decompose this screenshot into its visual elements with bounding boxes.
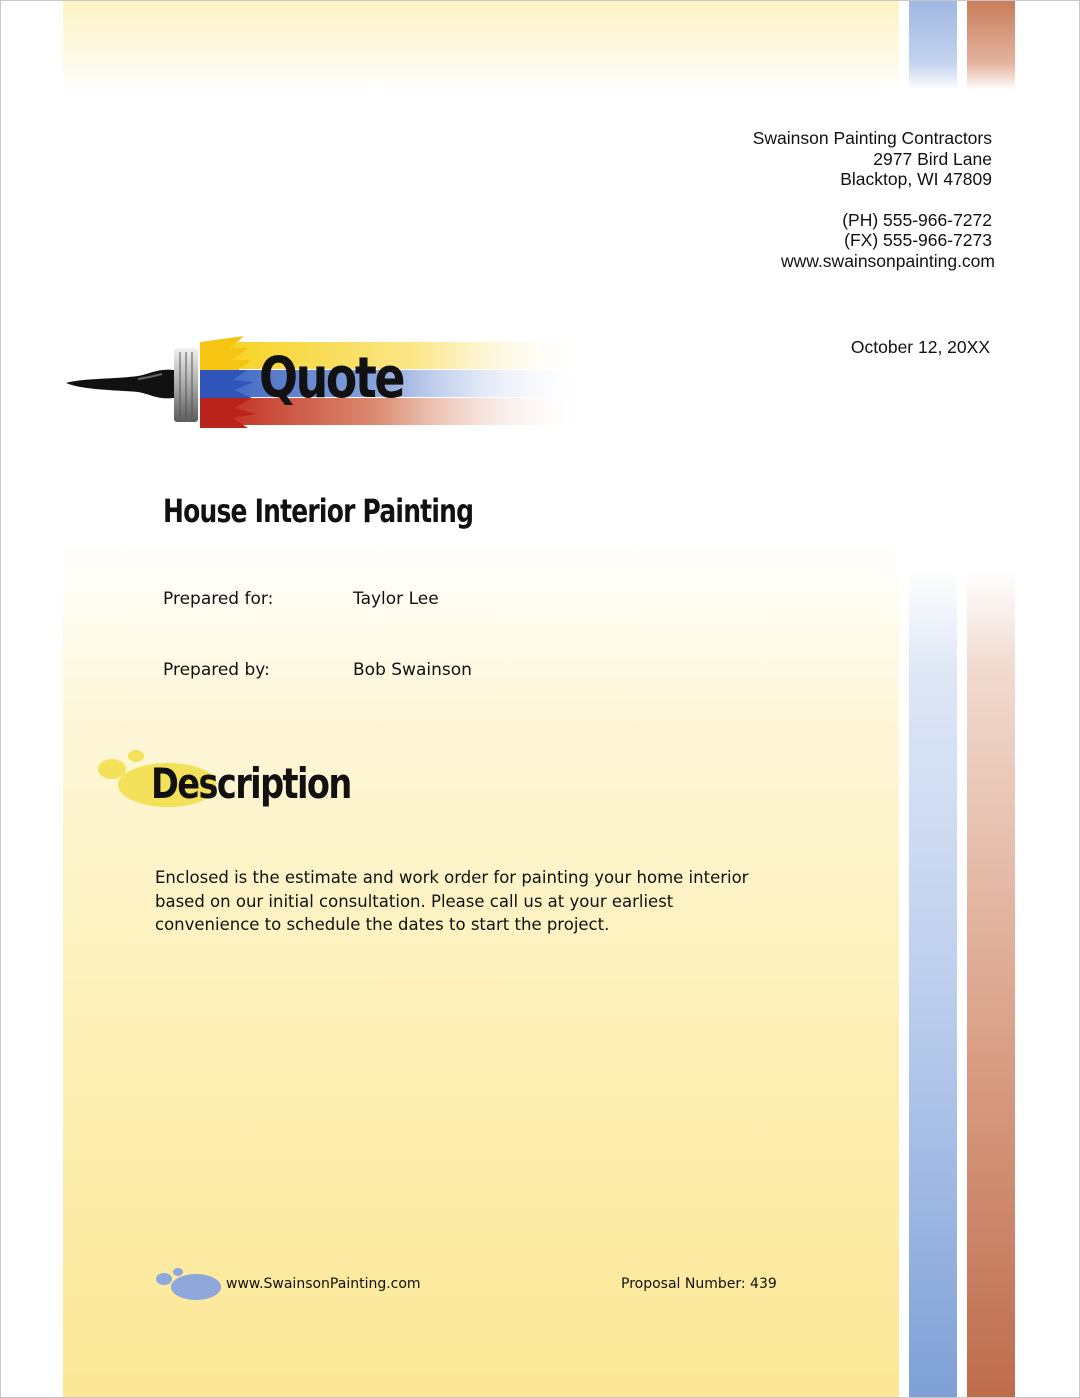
quote-title: Quote (259, 346, 404, 411)
company-website[interactable]: www.swainsonpainting.com (781, 250, 995, 271)
prepared-by-value: Bob Swainson (353, 660, 472, 680)
rust-stripe-bottom (967, 570, 1015, 1398)
company-name: Swainson Painting Contractors (752, 128, 992, 148)
company-fax: (FX) 555-966-7273 (844, 230, 992, 250)
blue-stripe-bottom (909, 570, 957, 1398)
project-title: House Interior Painting (163, 492, 474, 530)
footer-website[interactable]: www.SwainsonPainting.com (226, 1276, 421, 1292)
description-heading: Description (151, 759, 351, 808)
prepared-for-label: Prepared for: (163, 589, 274, 609)
prepared-by-label: Prepared by: (163, 660, 270, 680)
proposal-number-value: 439 (750, 1276, 777, 1292)
proposal-number-label: Proposal Number: (621, 1276, 746, 1292)
company-phone: (PH) 555-966-7272 (842, 209, 992, 230)
quote-banner (62, 330, 602, 440)
blue-paint-blob-icon (154, 1266, 224, 1306)
company-address (752, 128, 995, 271)
proposal-number (621, 1276, 777, 1292)
description-heading-block (96, 745, 396, 815)
company-city: Blacktop, WI 47809 (840, 169, 992, 189)
rust-stripe-top (967, 0, 1015, 90)
document-date: October 12, 20XX (850, 337, 990, 357)
blue-stripe-top (909, 0, 957, 90)
description-body: Enclosed is the estimate and work order for painting your home interior based on our initial consultation. Please call us at your earliest convenience to schedule the dates to start the project. (155, 868, 749, 934)
prepared-for-value: Taylor Lee (353, 589, 439, 609)
company-street: 2977 Bird Lane (873, 148, 992, 169)
header-band (63, 0, 899, 90)
